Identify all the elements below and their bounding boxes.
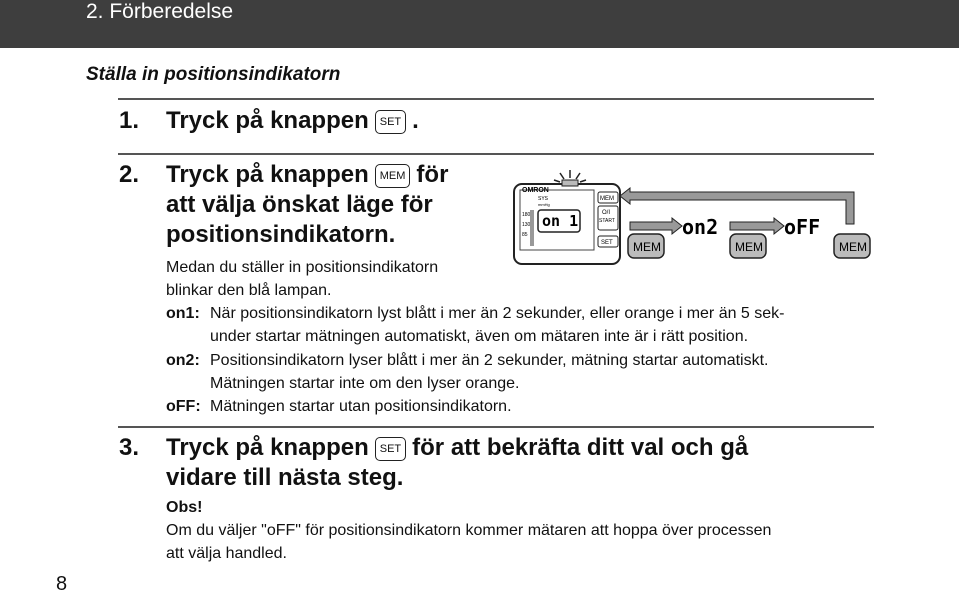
svg-text:MEM: MEM — [839, 240, 867, 254]
definition-off — [166, 395, 886, 418]
chapter-header — [0, 0, 959, 48]
device-mem-button: MEM — [600, 196, 614, 202]
step-2-line3: positionsindikatorn. — [166, 221, 396, 248]
brand-logo: OMRON — [522, 187, 549, 194]
definition-on1 — [166, 302, 886, 345]
note-line: Medan du ställer in positionsindikatorn — [166, 259, 439, 276]
step-1-text: Tryck på knappen SET . — [166, 107, 419, 134]
display-unit: mmHg — [538, 202, 550, 207]
divider — [118, 98, 874, 100]
device-start-label: START — [599, 218, 615, 224]
scale-label: 85 — [522, 232, 528, 238]
obs-line: att välja handled. — [166, 545, 287, 562]
step-number: 3. — [119, 434, 140, 461]
note-line: blinkar den blå lampan. — [166, 282, 332, 299]
definition-line: under startar mätningen automatiskt, även om mätaren inte är i rätt position. — [210, 328, 749, 345]
divider — [118, 153, 874, 155]
divider — [118, 426, 874, 428]
step-3-line2: vidare till nästa steg. — [166, 464, 404, 491]
scale-label: 130 — [522, 222, 531, 228]
device-power-button: O/I — [602, 210, 611, 216]
mem-press-1 — [628, 234, 664, 258]
definition-line: När positionsindikatorn lyst blått i mer än 2 sekunder, eller orange i mer än 5 sek- — [210, 305, 785, 322]
section-title: Ställa in positionsindikatorn — [86, 64, 341, 85]
step-2-line2: att välja önskat läge för — [166, 191, 433, 218]
svg-text:MEM: MEM — [633, 240, 661, 254]
obs-label: Obs! — [166, 499, 203, 516]
obs-line: Om du väljer "oFF" för positionsindikatorn kommer mätaren att hoppa över processen — [166, 522, 772, 539]
mode-on2: on2 — [682, 215, 719, 239]
page-number: 8 — [56, 573, 68, 595]
obs-note — [166, 496, 771, 565]
definition-line: Positionsindikatorn lyser blått i mer än 2 sekunder, mätning startar automatiskt. — [210, 352, 769, 369]
chapter-title: 2. Förberedelse — [86, 0, 234, 23]
step-2-text: Tryck på knappen MEM för att välja önskat läge för positionsindikatorn. — [166, 161, 449, 248]
step-number: 1. — [119, 107, 140, 134]
device-diagram — [512, 166, 874, 266]
step-3-text: Tryck på knappen SET för att bekräfta ditt val och gå vidare till nästa steg. — [166, 434, 749, 491]
step-2-note — [166, 256, 438, 302]
set-button-glyph: SET — [375, 110, 406, 134]
mem-press-3 — [834, 234, 870, 258]
set-button-glyph: SET — [375, 437, 406, 461]
monitor-device — [514, 170, 620, 264]
definition-term: on1: — [166, 305, 200, 322]
mem-button-glyph: MEM — [375, 164, 411, 188]
definition-term: oFF: — [166, 398, 201, 415]
scale-label: 180 — [522, 212, 531, 218]
step-number: 2. — [119, 161, 140, 188]
svg-text:MEM: MEM — [735, 240, 763, 254]
definition-on2 — [166, 349, 886, 392]
mem-press-2 — [730, 234, 766, 258]
display-mode: on 1 — [542, 212, 579, 230]
definition-term: on2: — [166, 352, 200, 369]
display-sys: SYS — [538, 196, 549, 202]
definition-line: Mätningen startar inte om den lyser orange. — [210, 375, 520, 392]
device-set-button: SET — [601, 240, 613, 246]
definition-line: Mätningen startar utan positionsindikatorn. — [210, 398, 512, 415]
mode-off: oFF — [784, 215, 821, 239]
